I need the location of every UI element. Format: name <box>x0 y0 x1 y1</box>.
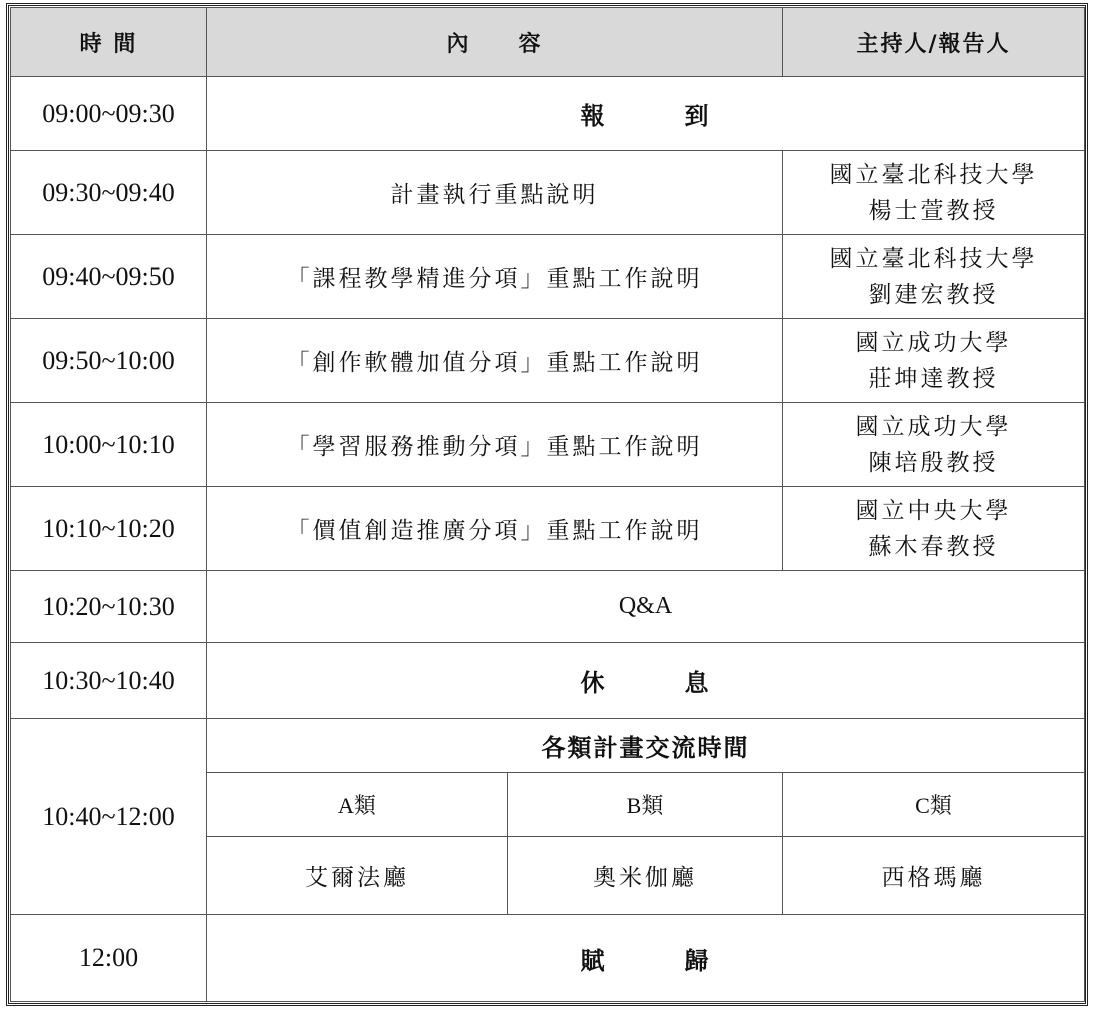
row-content: 「學習服務推動分項」重點工作說明 <box>207 403 783 487</box>
host-name: 蘇木春教授 <box>868 533 999 560</box>
host-affiliation: 國立中央大學 <box>855 497 1012 524</box>
row-time: 10:20~10:30 <box>11 571 207 643</box>
category-a: A類 <box>207 773 508 837</box>
row-content: 計畫執行重點說明 <box>207 151 783 235</box>
row-time: 10:00~10:10 <box>11 403 207 487</box>
closing-content: 賦 歸 <box>207 915 1085 1002</box>
host-affiliation: 國立臺北科技大學 <box>829 245 1038 272</box>
header-content: 內 容 <box>207 8 783 77</box>
room-b: 奧米伽廳 <box>508 837 783 915</box>
row-time: 09:00~09:30 <box>11 77 207 151</box>
category-c: C類 <box>783 773 1085 837</box>
row-content: 報 到 <box>207 77 1085 151</box>
row-host <box>783 235 1085 319</box>
row-time: 10:10~10:20 <box>11 487 207 571</box>
row-host <box>783 319 1085 403</box>
row-content: 休 息 <box>207 643 1085 719</box>
row-host <box>783 487 1085 571</box>
closing-time: 12:00 <box>11 915 207 1002</box>
row-content: 「創作軟體加值分項」重點工作說明 <box>207 319 783 403</box>
host-name: 楊士萱教授 <box>868 197 999 224</box>
host-name: 陳培殷教授 <box>868 449 999 476</box>
host-affiliation: 國立臺北科技大學 <box>829 161 1038 188</box>
row-content: 「價值創造推廣分項」重點工作說明 <box>207 487 783 571</box>
row-time: 10:30~10:40 <box>11 643 207 719</box>
category-b: B類 <box>508 773 783 837</box>
room-c: 西格瑪廳 <box>783 837 1085 915</box>
exchange-title: 各類計畫交流時間 <box>207 719 1085 773</box>
row-content: 「課程教學精進分項」重點工作說明 <box>207 235 783 319</box>
host-affiliation: 國立成功大學 <box>855 329 1012 356</box>
header-time: 時 間 <box>11 8 207 77</box>
row-host <box>783 151 1085 235</box>
host-name: 劉建宏教授 <box>868 281 999 308</box>
row-time: 09:30~09:40 <box>11 151 207 235</box>
row-content: Q&A <box>207 571 1085 643</box>
row-host <box>783 403 1085 487</box>
room-a: 艾爾法廳 <box>207 837 508 915</box>
host-name: 莊坤達教授 <box>868 365 999 392</box>
header-host: 主持人/報告人 <box>783 8 1085 77</box>
row-time: 09:50~10:00 <box>11 319 207 403</box>
agenda-table <box>10 7 1085 1002</box>
row-time: 09:40~09:50 <box>11 235 207 319</box>
host-affiliation: 國立成功大學 <box>855 413 1012 440</box>
exchange-time: 10:40~12:00 <box>11 719 207 915</box>
